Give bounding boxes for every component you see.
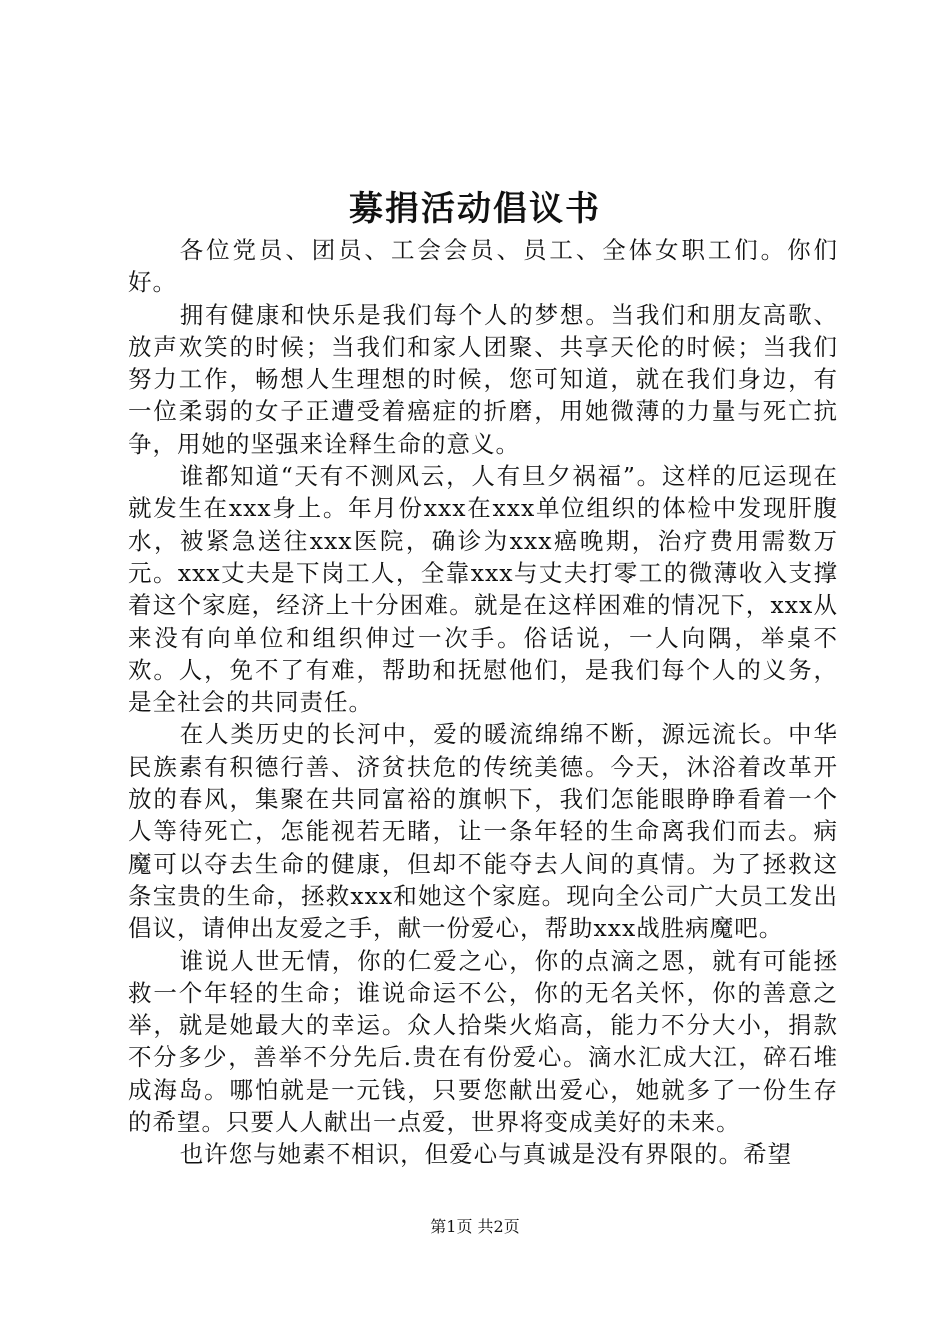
paragraph: 也许您与她素不相识，但爱心与真诚是没有界限的。希望 [179,1140,793,1169]
paragraph: 拥有健康和快乐是我们每个人的梦想。当我们和朋友高歌、放声欢笑的时候；当我们和家人团聚、共享天伦的时候；当我们努力工作，畅想人生理想的时候，您可知道，就在我们身边，有一位柔弱的女子正遭受着癌症的折磨，用她微薄的力量与死亡抗争，用她的坚强来诠释生命的意义。 [128,300,838,458]
document-body [128,234,838,1171]
page-number-footer: 第1页 共2页 [430,1217,520,1236]
paragraph: 谁说人世无情，你的仁爱之心，你的点滴之恩，就有可能拯救一个年轻的生命；谁说命运不公，你的无名关怀，你的善意之举，就是她最大的幸运。众人拾柴火焰高，能力不分大小，捐款不分多少，善举不分先后.贵在有份爱心。滴水汇成大江，碎石堆成海岛。哪怕就是一元钱，只要您献出爱心，她就多了一份生存的希望。只要人人献出一点爱，世界将变成美好的未来。 [128,946,838,1137]
document-title: 募捐活动倡议书 [349,189,601,229]
paragraph: 谁都知道“天有不测风云，人有旦夕祸福”。这样的厄运现在就发生在xxx身上。年月份xxx在xxx单位组织的体检中发现肝腹水，被紧急送往xxx医院，确诊为xxx癌晚期，治疗费用需数万元。xxx丈夫是下岗工人，全靠xxx与丈夫打零工的微薄收入支撑着这个家庭，经济上十分困难。就是在这样困难的情况下，xxx从来没有向单位和组织伸过一次手。俗话说，一人向隅，举桌不欢。人，免不了有难，帮助和抚慰他们，是我们每个人的义务，是全社会的共同责任。 [128,462,838,717]
paragraph-greeting: 各位党员、团员、工会会员、员工、全体女职工们。你们好。 [128,236,838,297]
paragraph: 在人类历史的长河中，爱的暖流绵绵不断，源远流长。中华民族素有积德行善、济贫扶危的传统美德。今天，沐浴着改革开放的春风，集聚在共同富裕的旗帜下，我们怎能眼睁睁看着一个人等待死亡，怎能视若无睹，让一条年轻的生命离我们而去。病魔可以夺去生命的健康，但却不能夺去人间的真情。为了拯救这条宝贵的生命，拯救xxx和她这个家庭。现向全公司广大员工发出倡议，请伸出友爱之手，献一份爱心，帮助xxx战胜病魔吧。 [128,720,838,943]
